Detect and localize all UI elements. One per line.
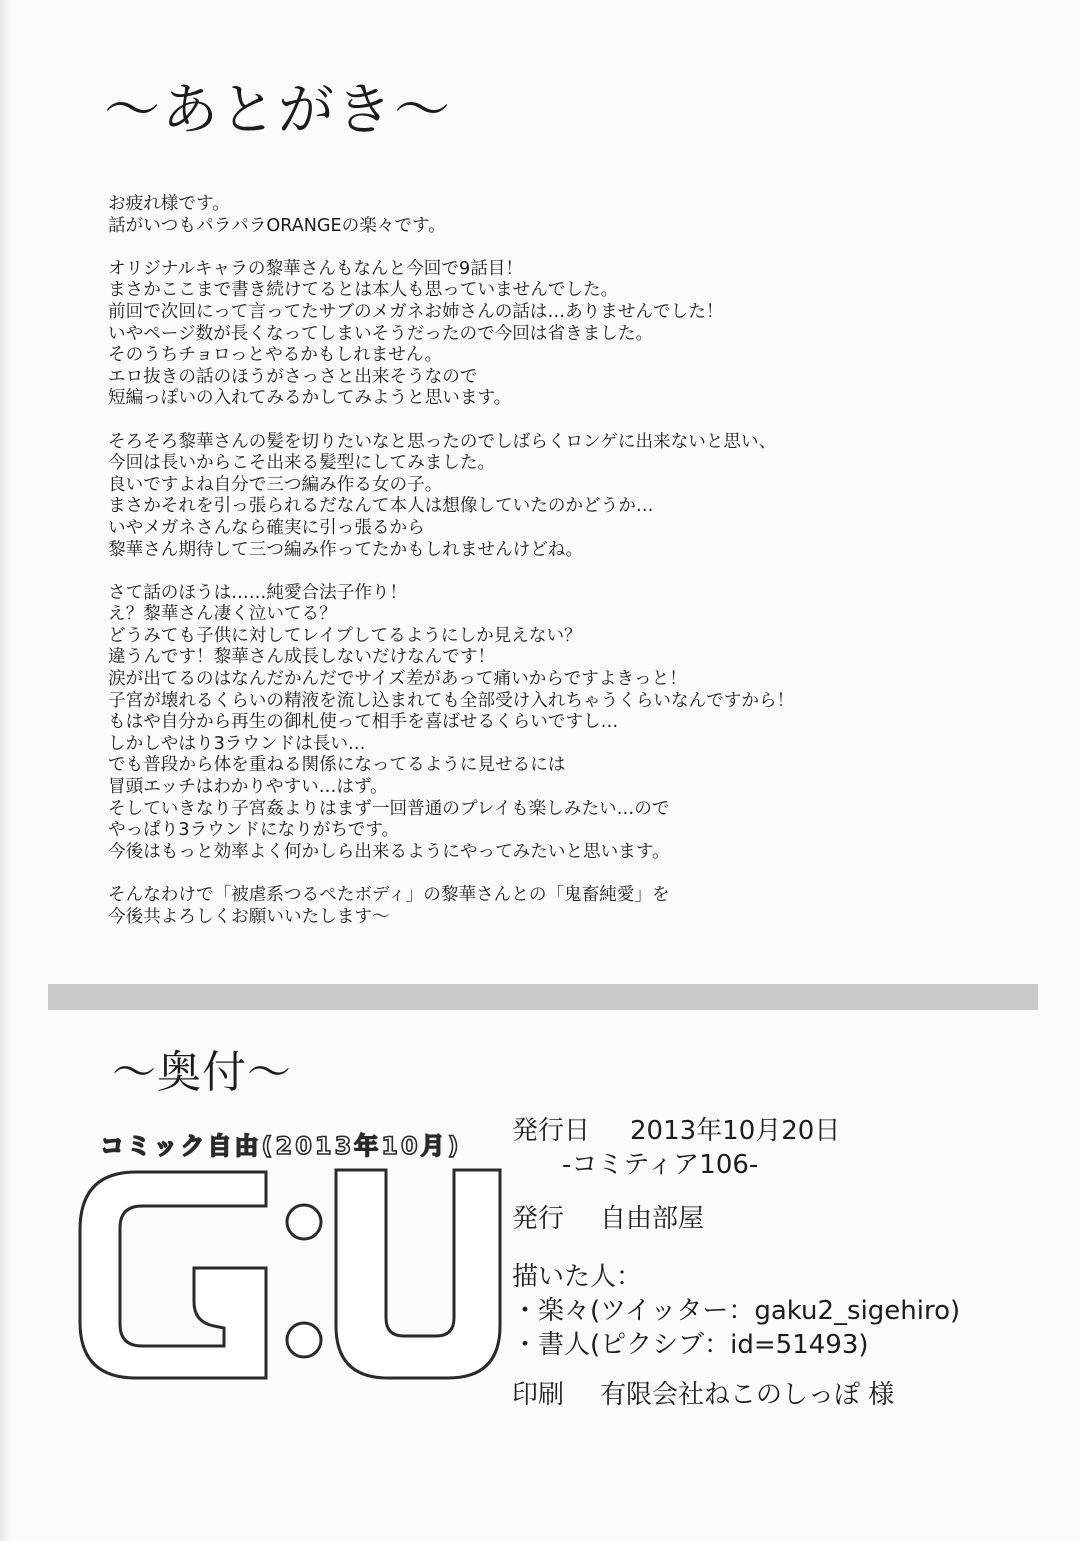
artists-label: 描いた人： (512, 1262, 643, 1292)
text-line: やっぱり3ラウンドになりがちです。 (108, 820, 400, 841)
publisher-row (512, 1202, 1052, 1236)
text-line: そのうちチョロっとやるかもしれません。 (108, 345, 443, 366)
circle-logo (76, 1126, 504, 1386)
afterword-title: ～あとがき～ (104, 78, 452, 143)
artist-entry: ・書人(ピクシブ：id=51493) (512, 1330, 869, 1360)
afterword-paragraph-3 (108, 432, 1008, 562)
printer-row (512, 1378, 1052, 1412)
text-line: 今後共よろしくお願いいたします～ (108, 906, 390, 927)
text-line: 話がいつもパラパラORANGEの楽々です。 (108, 215, 446, 236)
text-line: そんなわけで「被虐系つるぺたボディ」の黎華さんとの「鬼畜純愛」を (108, 885, 670, 905)
text-line: 子宮が壊れるくらいの精液を流し込まれても全部受け入れちゃうくらいなんですから！ (108, 690, 795, 711)
text-line: まさかここまで書き続けてるとは本人も思っていませんでした。 (108, 280, 619, 301)
afterword-paragraph-1 (108, 194, 1008, 237)
text-line: 黎華さん期待して三つ編み作ってたかもしれませんけどね。 (108, 539, 584, 560)
afterword-body (108, 194, 1008, 950)
text-line: え？黎華さん凄く泣いてる？ (108, 604, 337, 625)
text-line: そしていきなり子宮姦よりはまず一回普通のプレイも楽しみたい…ので (108, 798, 670, 819)
issue-date-row (512, 1114, 1052, 1148)
colophon-details (512, 1114, 1052, 1412)
section-divider (48, 984, 1038, 1010)
printer-label: 印刷 (512, 1380, 565, 1410)
logo-subtitle: コミック自由(2013年10月) (100, 1132, 462, 1160)
text-line: どうみても子供に対してレイプしてるようにしか見えない？ (108, 625, 582, 646)
text-line: 今回は長いからこそ出来る髪型にしてみました。 (108, 453, 496, 474)
afterword-paragraph-5 (108, 885, 1008, 928)
text-line: でも普段から体を重ねる関係になってるように見せるには (108, 755, 566, 776)
text-line: いやページ数が長くなってしまいそうだったので今回は省きました。 (108, 323, 654, 344)
text-line: オリジナルキャラの黎華さんもなんと今回で9話目！ (108, 258, 523, 279)
issue-date-label: 発行日 (512, 1116, 591, 1146)
page-edge-shadow (0, 0, 14, 1541)
printer-value: 有限会社ねこのしっぽ 様 (600, 1380, 895, 1410)
text-line: 冒頭エッチはわかりやすい…はず。 (108, 777, 388, 798)
afterword-paragraph-2 (108, 259, 1008, 410)
publisher-label: 発行 (512, 1204, 565, 1234)
artist-entry: ・楽々(ツイッター：gaku2_sigehiro) (512, 1296, 961, 1326)
text-line: 涙が出てるのはなんだかんだでサイズ差があって痛いからですよきっと！ (108, 669, 687, 690)
event-name: -コミティア106- (562, 1150, 759, 1180)
text-line: 良いですよね自分で三つ編み作る女の子。 (108, 474, 443, 495)
text-line: お疲れ様です。 (108, 194, 230, 214)
afterword-paragraph-4 (108, 583, 1008, 864)
text-line: 今後はもっと効率よく何かしら出来るようにやってみたいと思います。 (108, 841, 670, 862)
publisher-value: 自由部屋 (600, 1204, 705, 1234)
text-line: 短編っぽいの入れてみるかしてみようと思います。 (108, 388, 512, 409)
text-line: もはや自分から再生の御札使って相手を喜ばせるくらいですし… (108, 712, 619, 733)
text-line: さて話のほうは……純愛合法子作り！ (108, 582, 408, 603)
colophon-title: ～奥付～ (112, 1047, 292, 1098)
text-line: いやメガネさんなら確実に引っ張るから (108, 517, 425, 538)
logo-letters (76, 1166, 504, 1386)
text-line: エロ抜きの話のほうがさっさと出来そうなので (108, 366, 478, 387)
text-line: そろそろ黎華さんの髪を切りたいなと思ったのでしばらくロンゲに出来ないと思い、 (108, 431, 777, 452)
text-line: 前回で次回にって言ってたサブのメガネお姉さんの話は…ありませんでした！ (108, 301, 724, 322)
text-line: しかしやはり3ラウンドは長い… (108, 733, 366, 754)
text-line: 違うんです！黎華さん成長しないだけなんです！ (108, 647, 496, 668)
text-line: まさかそれを引っ張られるだなんて本人は想像していたのかどうか… (108, 496, 654, 517)
issue-date-value: 2013年10月20日 (630, 1116, 841, 1146)
